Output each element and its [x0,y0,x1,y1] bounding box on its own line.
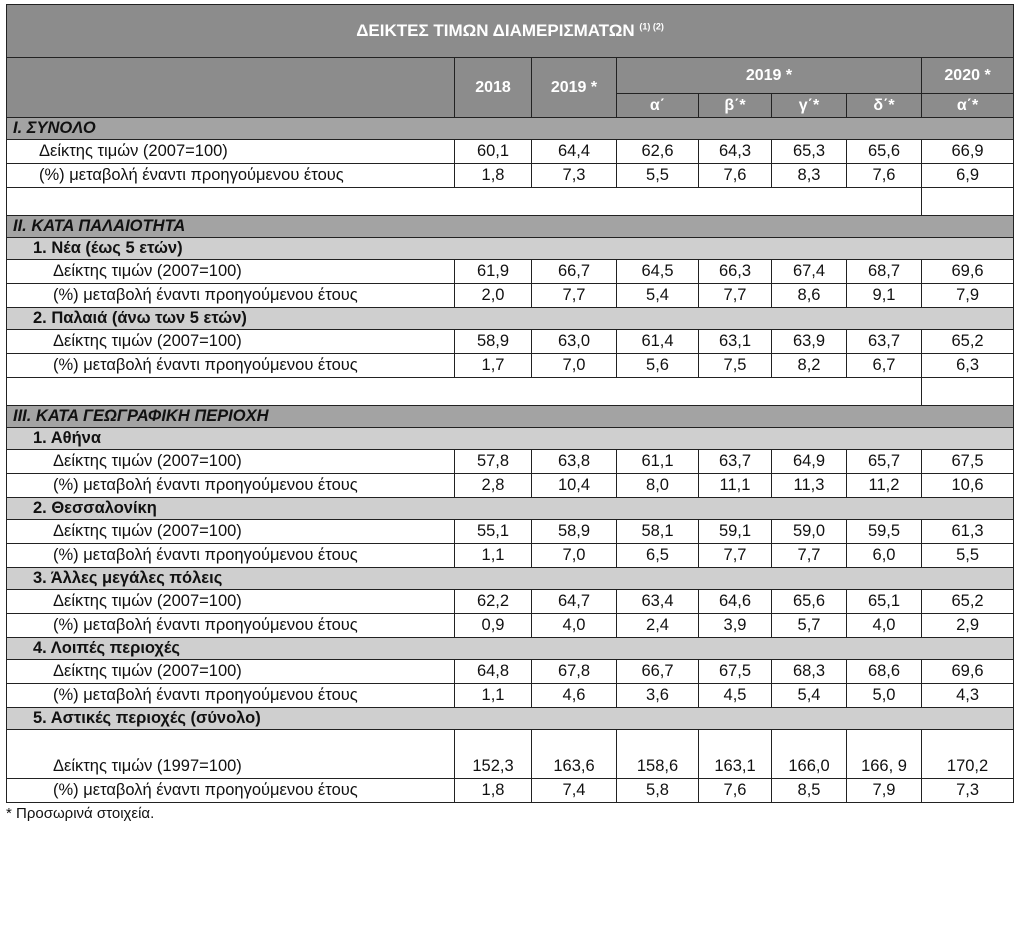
value-cell: 63,4 [617,590,699,614]
value-cell: 170,2 [922,730,1014,779]
value-cell: 59,5 [847,520,922,544]
value-cell: 166, 9 [847,730,922,779]
rest-index-row [7,660,1014,684]
value-cell: 63,1 [699,330,772,354]
old-index-row [7,330,1014,354]
row-label: Δείκτης τιμών (2007=100) [7,660,455,684]
row-label: Δείκτης τιμών (2007=100) [7,590,455,614]
spacer-row-1 [7,188,1014,216]
value-cell: 11,1 [699,474,772,498]
header-2020: 2020 * [922,58,1014,94]
footnote: * Προσωρινά στοιχεία. [6,805,155,822]
subsection-urban [7,708,1014,730]
value-cell: 1,7 [455,354,532,378]
value-cell: 7,7 [532,284,617,308]
value-cell: 66,3 [699,260,772,284]
subsection-other-cities [7,568,1014,590]
subsection-title: 5. Αστικές περιοχές (σύνολο) [7,708,1014,730]
value-cell: 7,5 [699,354,772,378]
value-cell: 64,3 [699,140,772,164]
value-cell: 6,9 [922,164,1014,188]
value-cell: 4,3 [922,684,1014,708]
value-cell: 158,6 [617,730,699,779]
value-cell: 62,2 [455,590,532,614]
value-cell: 7,9 [922,284,1014,308]
value-cell: 65,3 [772,140,847,164]
header-q1: α΄ [617,94,699,118]
old-change-row [7,354,1014,378]
value-cell: 7,3 [532,164,617,188]
spacer-cell [922,378,1014,406]
value-cell: 6,7 [847,354,922,378]
value-cell: 5,6 [617,354,699,378]
value-cell: 5,0 [847,684,922,708]
value-cell: 67,5 [922,450,1014,474]
value-cell: 67,8 [532,660,617,684]
value-cell: 64,5 [617,260,699,284]
value-cell: 9,1 [847,284,922,308]
header-q3: γ΄* [772,94,847,118]
value-cell: 3,6 [617,684,699,708]
value-cell: 4,6 [532,684,617,708]
value-cell: 6,3 [922,354,1014,378]
value-cell: 64,6 [699,590,772,614]
header-blank-cell [7,58,455,118]
price-index-table-container [6,4,1013,822]
value-cell: 66,7 [532,260,617,284]
header-row-1 [7,58,1014,94]
value-cell: 8,3 [772,164,847,188]
row-label: (%) μεταβολή έναντι προηγούμενου έτους [7,684,455,708]
value-cell: 65,6 [772,590,847,614]
spacer-cell [922,188,1014,216]
header-2020-q1: α΄* [922,94,1014,118]
header-2018: 2018 [455,58,532,118]
value-cell: 1,8 [455,164,532,188]
value-cell: 58,9 [532,520,617,544]
spacer-cell [7,188,922,216]
row-label: Δείκτης τιμών (1997=100) [7,730,455,779]
thessaloniki-change-row [7,544,1014,568]
value-cell: 68,6 [847,660,922,684]
header-q4: δ΄* [847,94,922,118]
value-cell: 10,6 [922,474,1014,498]
value-cell: 63,8 [532,450,617,474]
value-cell: 63,0 [532,330,617,354]
value-cell: 7,7 [699,284,772,308]
value-cell: 7,7 [699,544,772,568]
value-cell: 61,3 [922,520,1014,544]
section-title: III. ΚΑΤΑ ΓΕΩΓΡΑΦΙΚΗ ΠΕΡΙΟΧΗ [7,406,1014,428]
rest-change-row [7,684,1014,708]
value-cell: 68,7 [847,260,922,284]
value-cell: 2,0 [455,284,532,308]
subsection-rest [7,638,1014,660]
value-cell: 63,9 [772,330,847,354]
value-cell: 4,0 [532,614,617,638]
value-cell: 7,0 [532,544,617,568]
apartment-price-index-table [6,4,1014,803]
value-cell: 64,7 [532,590,617,614]
value-cell: 7,4 [532,779,617,803]
value-cell: 62,6 [617,140,699,164]
urban-change-row [7,779,1014,803]
row-label: (%) μεταβολή έναντι προηγούμενου έτους [7,614,455,638]
value-cell: 5,7 [772,614,847,638]
value-cell: 5,4 [772,684,847,708]
table-title-text: ΔΕΙΚΤΕΣ ΤΙΜΩΝ ΔΙΑΜΕΡΙΣΜΑΤΩΝ [356,21,635,40]
value-cell: 65,2 [922,590,1014,614]
row-label: Δείκτης τιμών (2007=100) [7,450,455,474]
table-title-row [7,5,1014,58]
new-change-row [7,284,1014,308]
header-2019-quarterly: 2019 * [617,58,922,94]
section-age [7,216,1014,238]
value-cell: 66,9 [922,140,1014,164]
value-cell: 69,6 [922,660,1014,684]
value-cell: 163,1 [699,730,772,779]
new-index-row [7,260,1014,284]
value-cell: 57,8 [455,450,532,474]
value-cell: 63,7 [847,330,922,354]
value-cell: 3,9 [699,614,772,638]
value-cell: 63,7 [699,450,772,474]
subsection-title: 3. Άλλες μεγάλες πόλεις [7,568,1014,590]
subsection-title: 4. Λοιπές περιοχές [7,638,1014,660]
total-change-row [7,164,1014,188]
row-label: (%) μεταβολή έναντι προηγούμενου έτους [7,354,455,378]
value-cell: 59,0 [772,520,847,544]
value-cell: 1,1 [455,544,532,568]
header-q2: β΄* [699,94,772,118]
value-cell: 68,3 [772,660,847,684]
value-cell: 4,0 [847,614,922,638]
total-index-row [7,140,1014,164]
value-cell: 7,6 [699,779,772,803]
section-total [7,118,1014,140]
value-cell: 166,0 [772,730,847,779]
value-cell: 69,6 [922,260,1014,284]
section-title: II. ΚΑΤΑ ΠΑΛΑΙΟΤΗΤΑ [7,216,1014,238]
value-cell: 64,8 [455,660,532,684]
value-cell: 64,9 [772,450,847,474]
value-cell: 11,2 [847,474,922,498]
value-cell: 64,4 [532,140,617,164]
value-cell: 5,8 [617,779,699,803]
value-cell: 2,9 [922,614,1014,638]
value-cell: 61,1 [617,450,699,474]
table-title-footnote-refs: (1) (2) [639,21,664,32]
value-cell: 8,5 [772,779,847,803]
value-cell: 1,8 [455,779,532,803]
value-cell: 58,9 [455,330,532,354]
value-cell: 2,4 [617,614,699,638]
value-cell: 58,1 [617,520,699,544]
row-label: (%) μεταβολή έναντι προηγούμενου έτους [7,544,455,568]
value-cell: 5,5 [922,544,1014,568]
value-cell: 6,0 [847,544,922,568]
row-label: (%) μεταβολή έναντι προηγούμενου έτους [7,779,455,803]
value-cell: 4,5 [699,684,772,708]
row-label: Δείκτης τιμών (2007=100) [7,330,455,354]
row-label: Δείκτης τιμών (2007=100) [7,140,455,164]
value-cell: 7,0 [532,354,617,378]
value-cell: 11,3 [772,474,847,498]
row-label: Δείκτης τιμών (2007=100) [7,520,455,544]
value-cell: 61,9 [455,260,532,284]
thessaloniki-index-row [7,520,1014,544]
value-cell: 152,3 [455,730,532,779]
subsection-new [7,238,1014,260]
row-label: (%) μεταβολή έναντι προηγούμενου έτους [7,474,455,498]
value-cell: 61,4 [617,330,699,354]
subsection-title: 1. Νέα (έως 5 ετών) [7,238,1014,260]
value-cell: 7,9 [847,779,922,803]
section-geo [7,406,1014,428]
value-cell: 8,0 [617,474,699,498]
spacer-cell [7,378,922,406]
urban-index-row [7,730,1014,779]
header-2019-annual: 2019 * [532,58,617,118]
row-label: (%) μεταβολή έναντι προηγούμενου έτους [7,164,455,188]
value-cell: 6,5 [617,544,699,568]
spacer-row-2 [7,378,1014,406]
row-label: Δείκτης τιμών (2007=100) [7,260,455,284]
value-cell: 7,6 [847,164,922,188]
athens-index-row [7,450,1014,474]
value-cell: 7,3 [922,779,1014,803]
subsection-old [7,308,1014,330]
row-label: (%) μεταβολή έναντι προηγούμενου έτους [7,284,455,308]
value-cell: 8,2 [772,354,847,378]
value-cell: 7,7 [772,544,847,568]
subsection-title: 1. Αθήνα [7,428,1014,450]
subsection-athens [7,428,1014,450]
value-cell: 65,1 [847,590,922,614]
subsection-thessaloniki [7,498,1014,520]
value-cell: 67,4 [772,260,847,284]
other-cities-index-row [7,590,1014,614]
value-cell: 8,6 [772,284,847,308]
value-cell: 65,6 [847,140,922,164]
value-cell: 59,1 [699,520,772,544]
athens-change-row [7,474,1014,498]
table-title [7,5,1014,58]
value-cell: 163,6 [532,730,617,779]
other-cities-change-row [7,614,1014,638]
value-cell: 65,2 [922,330,1014,354]
value-cell: 55,1 [455,520,532,544]
section-title: I. ΣΥΝΟΛΟ [7,118,1014,140]
value-cell: 60,1 [455,140,532,164]
value-cell: 1,1 [455,684,532,708]
subsection-title: 2. Παλαιά (άνω των 5 ετών) [7,308,1014,330]
value-cell: 2,8 [455,474,532,498]
value-cell: 10,4 [532,474,617,498]
value-cell: 0,9 [455,614,532,638]
value-cell: 7,6 [699,164,772,188]
value-cell: 5,4 [617,284,699,308]
value-cell: 67,5 [699,660,772,684]
value-cell: 5,5 [617,164,699,188]
subsection-title: 2. Θεσσαλονίκη [7,498,1014,520]
value-cell: 65,7 [847,450,922,474]
value-cell: 66,7 [617,660,699,684]
